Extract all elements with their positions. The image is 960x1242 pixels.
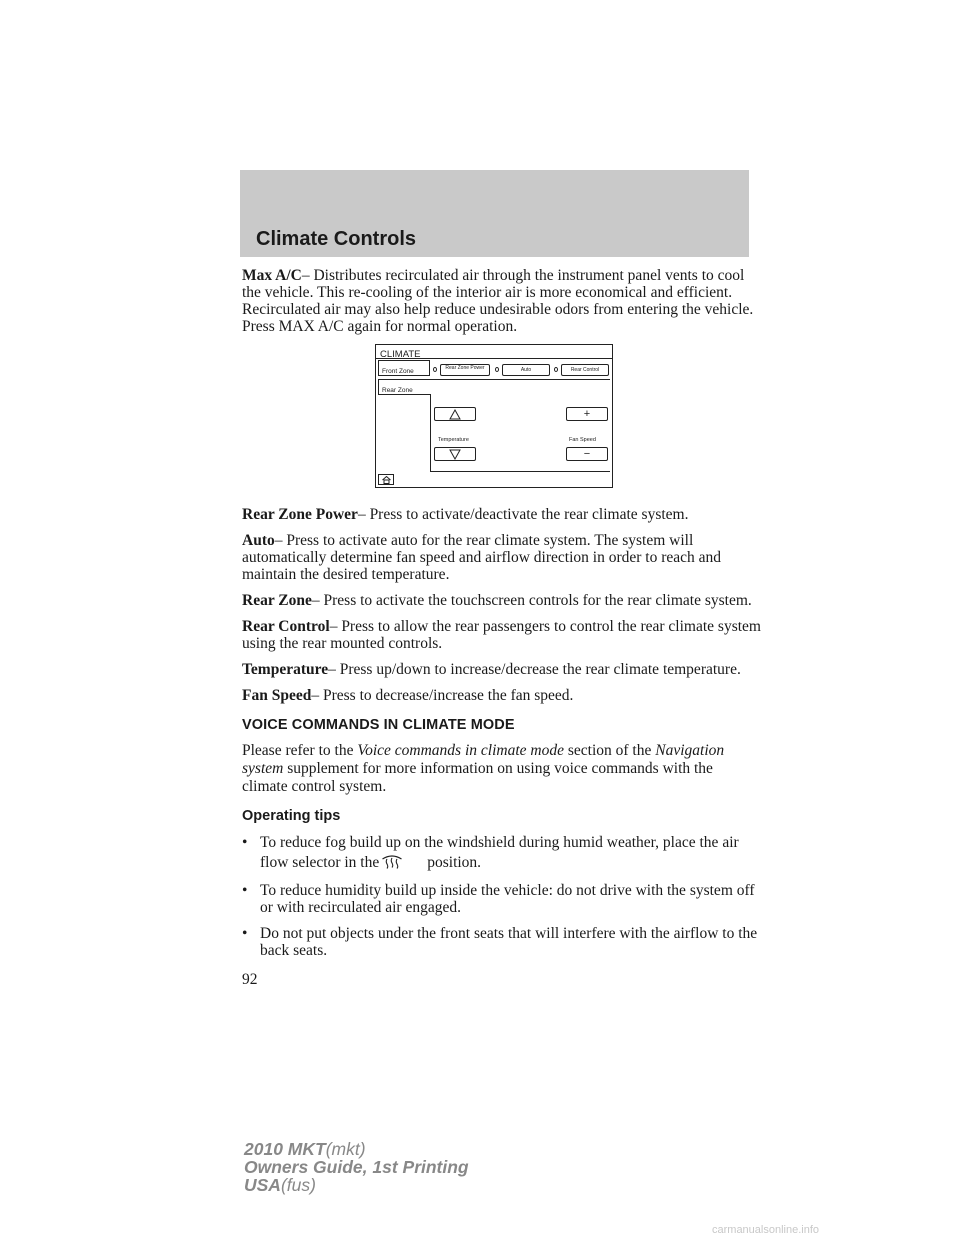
max-ac-paragraph — [242, 267, 762, 335]
footer-region: USA — [244, 1175, 281, 1195]
definition-text: – Press to activate the touchscreen controls for the rear climate system. — [311, 592, 752, 609]
operating-tips-heading: Operating tips — [242, 808, 341, 824]
definition-text: – Press to activate auto for the rear climate system. The system will automatically determine fan speed and airflow direction in order to reach and maintain the desired temperature. — [242, 532, 722, 583]
tip-text: To reduce fog build up on the windshield during humid weather, place the air flow selector in the — [260, 834, 739, 871]
auto-indicator — [495, 367, 499, 372]
footer-region-code: (fus) — [280, 1175, 316, 1195]
footer-guide: Owners Guide, 1st Printing — [244, 1157, 469, 1177]
front-zone-tab: Front Zone — [378, 360, 430, 376]
definition-text: – Press to allow the rear passengers to control the rear climate system using the rear mounted controls. — [242, 618, 761, 652]
definition-term: Rear Zone Power — [242, 506, 358, 523]
max-ac-term: Max A/C — [242, 267, 302, 284]
climate-screen-figure — [375, 344, 613, 488]
page-content — [242, 267, 762, 968]
voice-section-reference: Voice commands in climate mode — [357, 742, 564, 759]
voice-commands-heading: VOICE COMMANDS IN CLIMATE MODE — [242, 717, 515, 733]
rear-zone-tab: Rear Zone — [378, 379, 431, 395]
rear-zone-power-indicator — [433, 367, 437, 372]
bullet: • — [242, 834, 248, 851]
definition-rear-control — [242, 618, 762, 652]
rear-control-indicator — [554, 367, 558, 372]
definition-rear-zone-power — [242, 506, 762, 523]
voice-text: section of the — [563, 742, 656, 759]
fan-speed-increase-button: + — [566, 407, 608, 421]
home-icon — [382, 476, 391, 484]
up-arrow-icon — [449, 409, 461, 420]
voice-text: Please refer to the — [242, 742, 358, 759]
auto-button: Auto — [502, 364, 550, 376]
temperature-up-button — [434, 407, 476, 421]
definition-term: Auto — [242, 532, 275, 549]
definition-auto — [242, 532, 762, 583]
chapter-header — [240, 170, 749, 257]
definition-term: Temperature — [242, 661, 329, 678]
rear-control-button: Rear Control — [561, 364, 609, 376]
tip-text: To reduce humidity build up inside the vehicle: do not drive with the system off or with recirculated air engaged. — [260, 882, 755, 916]
watermark: carmanualsonline.info — [712, 1224, 820, 1236]
bullet: • — [242, 882, 248, 899]
tip-text: Do not put objects under the front seats that will interfere with the airflow to the back seats. — [260, 925, 758, 959]
chapter-title: Climate Controls — [256, 228, 417, 250]
figure-divider — [376, 358, 612, 359]
footer-guide-line — [244, 1158, 469, 1176]
windshield-defrost-icon — [381, 853, 403, 869]
definition-text: – Press to activate/deactivate the rear climate system. — [357, 506, 689, 523]
definition-term: Fan Speed — [242, 687, 312, 704]
down-arrow-icon — [449, 449, 461, 460]
tip-item — [242, 882, 762, 916]
definition-term: Rear Control — [242, 618, 330, 635]
footer-region-line — [244, 1176, 469, 1194]
definition-term: Rear Zone — [242, 592, 312, 609]
definition-temperature — [242, 661, 762, 678]
document-footer — [244, 1140, 469, 1194]
footer-model-line — [244, 1140, 469, 1158]
figure-title: CLIMATE — [380, 349, 421, 360]
tip-text: position. — [427, 854, 482, 871]
page-number: 92 — [242, 971, 258, 988]
footer-model: 2010 MKT — [244, 1139, 326, 1159]
temperature-down-button — [434, 447, 476, 461]
navigation-system-reference: Navigation system — [242, 742, 725, 777]
home-button — [378, 474, 394, 485]
bullet: • — [242, 925, 248, 942]
definition-fan-speed — [242, 687, 762, 704]
footer-model-code: (mkt) — [325, 1139, 366, 1159]
definition-text: – Press to decrease/increase the fan speed. — [311, 687, 574, 704]
tip-item — [242, 833, 762, 873]
operating-tips-list — [242, 833, 762, 959]
fan-speed-label: Fan Speed — [569, 437, 596, 443]
voice-text: supplement for more information on using voice commands with the climate control system. — [242, 760, 713, 795]
tip-item — [242, 925, 762, 959]
max-ac-text: – Distributes recirculated air through the instrument panel vents to cool the vehicle. This re-cooling of the interior air is more economical and efficient. Recirculated air may also help reduce undesirable odors from entering the vehicle. Press MAX A/C again for normal operation. — [242, 267, 754, 335]
fan-speed-decrease-button: − — [566, 447, 608, 461]
definition-rear-zone — [242, 592, 762, 609]
voice-commands-paragraph — [242, 742, 762, 796]
rear-zone-power-button: Rear Zone Power — [440, 364, 490, 376]
temperature-label: Temperature — [438, 437, 469, 443]
definition-text: – Press up/down to increase/decrease the rear climate temperature. — [328, 661, 741, 678]
